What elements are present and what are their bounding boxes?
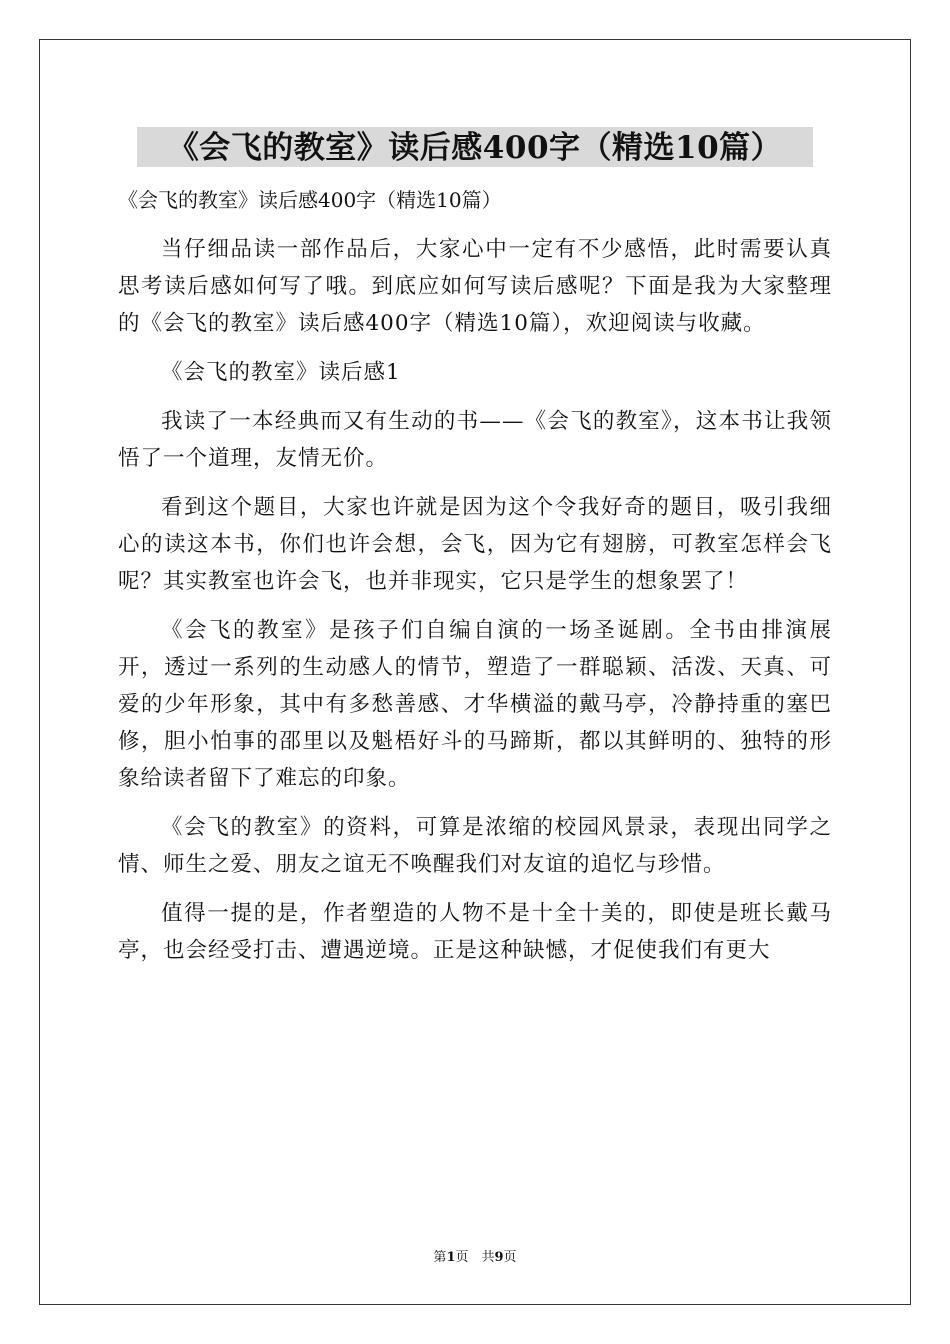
body-paragraph: 《会飞的教室》是孩子们自编自演的一场圣诞剧。全书由排演展开，透过一系列的生动感人的情节，塑造了一群聪颖、活泼、天真、可爱的少年形象，其中有多愁善感、才华横溢的戴马亭，冷静持重的塞巴修，胆小怕事的邵里以及魁梧好斗的马蹄斯，都以其鲜明的、独特的形象给读者留下了难忘的印象。 [118, 618, 832, 791]
page-mid: 页 共 [455, 1250, 495, 1265]
total-pages-number: 9 [494, 1250, 504, 1265]
page-footer [0, 1250, 950, 1266]
page-suffix: 页 [503, 1250, 517, 1265]
current-page-number: 1 [446, 1250, 456, 1265]
intro-paragraph: 当仔细品读一部作品后，大家心中一定有不少感悟，此时需要认真思考读后感如何写了哦。到底应如何写读后感呢？下面是我为大家整理的《会飞的教室》读后感400字（精选10篇），欢迎阅读与收藏。 [118, 237, 832, 336]
section-heading: 《会飞的教室》读后感1 [161, 360, 401, 385]
body-paragraph: 《会飞的教室》的资料，可算是浓缩的校园风景录，表现出同学之情、师生之爱、朋友之谊无不唤醒我们对友谊的追忆与珍惜。 [118, 815, 832, 877]
document-subtitle: 《会飞的教室》读后感400字（精选10篇） [118, 188, 502, 212]
body-paragraph: 我读了一本经典而又有生动的书——《会飞的教室》，这本书让我领悟了一个道理，友情无价。 [118, 409, 832, 471]
document-body [118, 231, 832, 981]
body-paragraph: 值得一提的是，作者塑造的人物不是十全十美的，即使是班长戴马亭，也会经受打击、遭遇逆境。正是这种缺憾，才促使我们有更大 [118, 901, 832, 963]
document-title: 《会飞的教室》读后感400字（精选10篇） [167, 130, 783, 166]
body-paragraph: 看到这个题目，大家也许就是因为这个令我好奇的题目，吸引我细心的读这本书，你们也许会想，会飞，因为它有翅膀，可教室怎样会飞呢？其实教室也许会飞，也并非现实，它只是学生的想象罢了！ [118, 495, 832, 594]
page-prefix: 第 [433, 1250, 447, 1265]
